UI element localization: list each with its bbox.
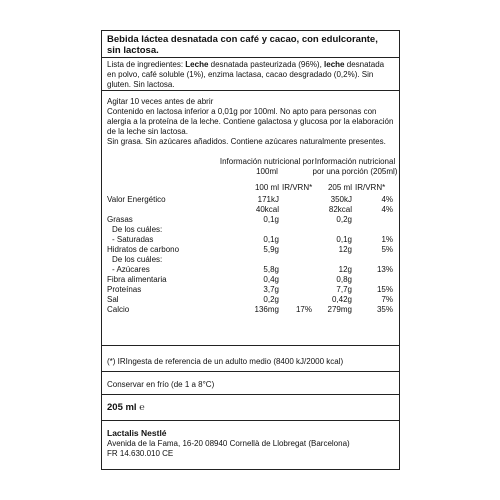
instruction-lactose: Contenido en lactosa inferior a 0,01g por 100ml. No apto para personas con alergia a la proteína de la leche. Contiene galactosa y glucosa por la elaboración de la leche sin lactosa. (107, 107, 394, 136)
value-205ml: 0,2g (336, 215, 352, 224)
table-row (107, 305, 395, 315)
nutrient-name: - Azúcares (112, 265, 150, 274)
ir-205ml: 1% (381, 235, 393, 244)
product-title: Bebida láctea desnatada con café y cacao, con edulcorante, sin lactosa. (107, 34, 378, 56)
product-label (101, 30, 400, 470)
nutrient-name: - Saturadas (112, 235, 154, 244)
value-100ml: 136mg (254, 305, 279, 314)
nutrient-name: Valor Energético (107, 195, 166, 204)
instruction-fat-sugar: Sin grasa. Sin azúcares añadidos. Contiene azúcares naturalmente presentes. (107, 137, 386, 146)
table-row (107, 205, 395, 215)
ir-205ml: 7% (381, 295, 393, 304)
ir-205ml: 35% (376, 305, 393, 314)
instruction-shake: Agitar 10 veces antes de abrir (107, 97, 214, 106)
nutrient-name: Sal (107, 295, 119, 304)
ir-205ml: 13% (376, 265, 393, 274)
value-100ml: 40kcal (255, 205, 279, 214)
company-name: Lactalis Nestlé (107, 428, 167, 438)
value-100ml: 0,4g (263, 275, 279, 284)
divider (102, 394, 399, 395)
value-205ml: 12g (338, 265, 352, 274)
table-row (107, 295, 395, 305)
table-row (107, 255, 395, 265)
nutrient-name: De los cuáles: (112, 225, 163, 234)
divider (102, 90, 399, 91)
header-per-100ml: Información nutricional por 100ml (219, 157, 315, 176)
nutrient-name: Fibra alimentaria (107, 275, 167, 284)
company-registry: FR 14.630.010 CE (107, 449, 174, 458)
value-100ml: 3,7g (263, 285, 279, 294)
divider (102, 420, 399, 421)
col-header-ir2: IR/VRN* (355, 183, 386, 192)
col-header-205ml: 205 ml (327, 183, 352, 192)
table-header-row (107, 183, 395, 193)
col-header-100ml: 100 ml (254, 183, 279, 192)
nutrient-name: Hidratos de carbono (107, 245, 180, 254)
value-100ml: 0,1g (263, 235, 279, 244)
value-100ml: 0,2g (263, 295, 279, 304)
value-205ml: 0,42g (331, 295, 352, 304)
title-section (102, 34, 399, 56)
table-row (107, 235, 395, 245)
company-section (102, 428, 399, 459)
nutrition-table (107, 183, 395, 315)
value-205ml: 82kcal (328, 205, 352, 214)
nutrient-name: De los cuáles: (112, 255, 163, 264)
table-row (107, 225, 395, 235)
value-205ml: 0,1g (336, 235, 352, 244)
nutrient-name: Grasas (107, 215, 133, 224)
table-row (107, 195, 395, 205)
value-205ml: 350kJ (330, 195, 352, 204)
instructions-section (102, 97, 399, 147)
divider (102, 57, 399, 58)
value-205ml: 7,7g (336, 285, 352, 294)
table-row (107, 275, 395, 285)
divider (102, 345, 399, 346)
nutrient-name: Proteínas (107, 285, 142, 294)
value-205ml: 12g (338, 245, 352, 254)
net-volume: 205 ml (107, 402, 137, 413)
value-100ml: 0,1g (263, 215, 279, 224)
nutrient-name: Calcio (107, 305, 130, 314)
header-per-portion: Información nutricional por una porción (205ml) (312, 157, 398, 176)
value-205ml: 279mg (327, 305, 352, 314)
value-205ml: 0,8g (336, 275, 352, 284)
table-row (107, 285, 395, 295)
value-100ml: 5,9g (263, 245, 279, 254)
volume-section (102, 402, 399, 413)
table-row (107, 265, 395, 275)
estimated-e-icon: ℮ (139, 402, 145, 412)
ir-100ml: 17% (295, 305, 312, 314)
ir-205ml: 4% (381, 205, 393, 214)
ingredients-text: Lista de ingredientes: Leche desnatada pasteurizada (96%), leche desnatada en polvo, café soluble (1%), enzima lactasa, cacao desgradado (0,2%). Sin gluten. Sin lactosa. (107, 60, 385, 89)
nutrition-rows (107, 195, 395, 315)
table-row (107, 245, 395, 255)
col-header-ir1: IR/VRN* (282, 183, 313, 192)
ir-205ml: 15% (376, 285, 393, 294)
value-100ml: 171kJ (257, 195, 279, 204)
table-row (107, 215, 395, 225)
company-address: Avenida de la Fama, 16-20 08940 Cornellà de Llobregat (Barcelona) (107, 439, 350, 448)
footnote: (*) IRIngesta de referencia de un adulto medio (8400 kJ/2000 kcal) (107, 357, 344, 366)
ingredients-section (102, 60, 399, 90)
ir-205ml: 5% (381, 245, 393, 254)
value-100ml: 5,8g (263, 265, 279, 274)
ir-205ml: 4% (381, 195, 393, 204)
divider (102, 371, 399, 372)
storage-instructions: Conservar en frío (de 1 a 8°C) (107, 380, 215, 389)
